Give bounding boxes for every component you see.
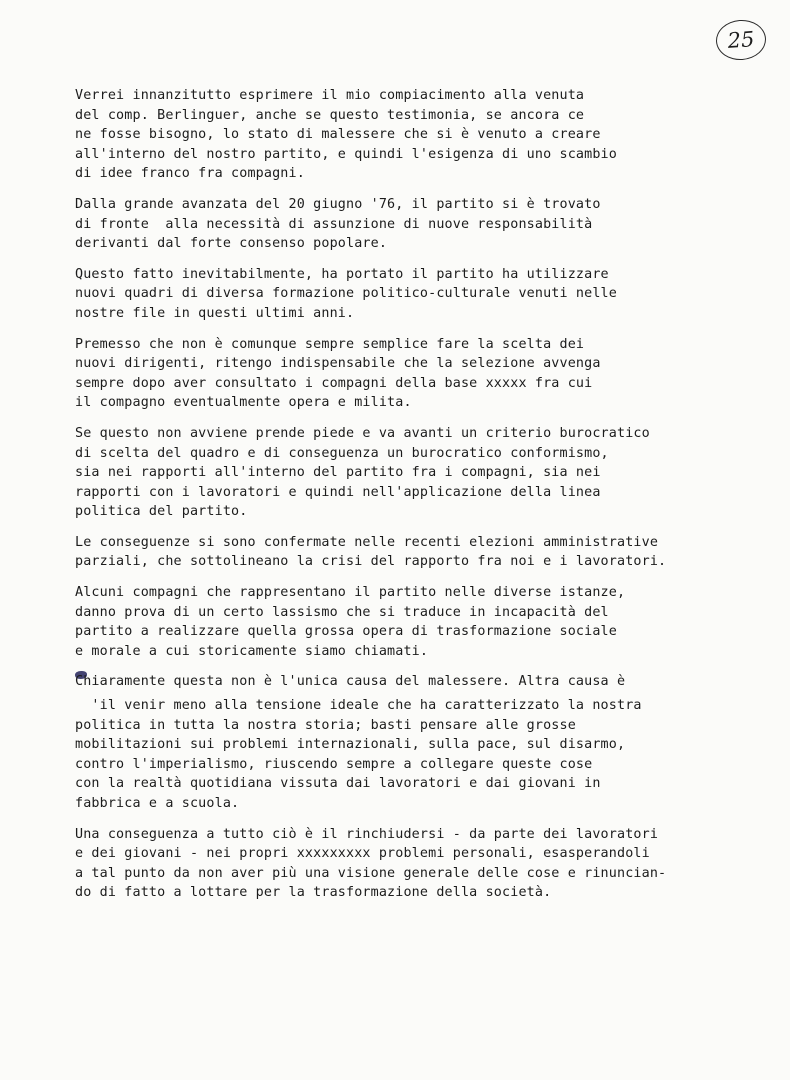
text-line: sia nei rapporti all'interno del partito fra i compagni, sia nei xyxy=(75,465,601,481)
text-line: danno prova di un certo lassismo che si traduce in incapacità del xyxy=(75,604,609,620)
paragraph xyxy=(75,672,775,692)
text-line: Una conseguenza a tutto ciò è il rinchiudersi - da parte dei lavoratori xyxy=(75,826,659,842)
text-line: contro l'imperialismo, riuscendo sempre a collegare queste cose xyxy=(75,756,593,772)
text-line: nuovi dirigenti, ritengo indispensabile che la selezione avvenga xyxy=(75,356,601,372)
text-line: di scelta del quadro e di conseguenza un burocratico conformismo, xyxy=(75,445,609,461)
text-line: nuovi quadri di diversa formazione politico-culturale venuti nelle xyxy=(75,286,617,302)
paragraph xyxy=(75,825,775,903)
text-line: e dei giovani - nei propri xxxxxxxxx problemi personali, esasperandoli xyxy=(75,846,650,862)
text-line: sempre dopo aver consultato i compagni della base xxxxx fra cui xyxy=(75,375,593,391)
text-line: a tal punto da non aver più una visione generale delle cose e rinuncian- xyxy=(75,865,667,881)
text-line: fabbrica e a scuola. xyxy=(75,796,240,811)
text-line: del comp. Berlinguer, anche se questo testimonia, se ancora ce xyxy=(75,107,585,123)
paragraph xyxy=(75,583,775,661)
text-line: Alcuni compagni che rappresentano il partito nelle diverse istanze, xyxy=(75,585,626,601)
paragraph xyxy=(75,424,775,522)
text-line: di idee franco fra compagni. xyxy=(75,166,305,182)
text-line: Premesso che non è comunque sempre semplice fare la scelta dei xyxy=(75,336,585,352)
text-line: e morale a cui storicamente siamo chiamati. xyxy=(75,643,429,659)
text-line: Chiaramente questa non è l'unica causa del malessere. Altra causa è xyxy=(75,674,626,690)
text-line: il compagno eventualmente opera e milita. xyxy=(75,395,412,411)
text-line: rapporti con i lavoratori e quindi nell'applicazione della linea xyxy=(75,484,601,500)
text-line: do di fatto a lottare per la trasformazione della società. xyxy=(75,885,552,901)
text-line: 'il venir meno alla tensione ideale che ha caratterizzato la nostra xyxy=(75,698,642,714)
text-line: nostre file in questi ultimi anni. xyxy=(75,305,355,321)
text-line: di fronte alla necessità di assunzione di nuove responsabilità xyxy=(75,216,593,232)
text-line: parziali, che sottolineano la crisi del rapporto fra noi e i lavoratori. xyxy=(75,554,667,570)
text-line: Questo fatto inevitabilmente, ha portato il partito ha utilizzare xyxy=(75,266,609,282)
paragraph xyxy=(75,195,775,254)
text-line: partito a realizzare quella grossa opera di trasformazione sociale xyxy=(75,624,617,640)
document-body xyxy=(75,86,775,914)
text-line: all'interno del nostro partito, e quindi l'esigenza di uno scambio xyxy=(75,146,617,162)
text-line: ne fosse bisogno, lo stato di malessere che si è venuto a creare xyxy=(75,127,601,143)
handwritten-page-number: 25 xyxy=(715,18,768,61)
paragraph xyxy=(75,335,775,413)
text-line: politica del partito. xyxy=(75,504,248,520)
text-line: con la realtà quotidiana vissuta dai lavoratori e dai giovani in xyxy=(75,776,601,792)
text-line: Dalla grande avanzata del 20 giugno '76, il partito si è trovato xyxy=(75,196,601,212)
text-line: mobilitazioni sui problemi internazionali, sulla pace, sul disarmo, xyxy=(75,737,626,753)
text-line: politica in tutta la nostra storia; basti pensare alle grosse xyxy=(75,717,576,733)
paragraph xyxy=(75,696,775,814)
text-line: Le conseguenze si sono confermate nelle recenti elezioni amministrative xyxy=(75,534,659,550)
text-line: Se questo non avviene prende piede e va avanti un criterio burocratico xyxy=(75,425,650,441)
paragraph xyxy=(75,265,775,324)
paragraph xyxy=(75,533,775,572)
text-line: derivanti dal forte consenso popolare. xyxy=(75,236,388,252)
text-line: Verrei innanzitutto esprimere il mio compiacimento alla venuta xyxy=(75,88,585,103)
paragraph xyxy=(75,86,775,184)
